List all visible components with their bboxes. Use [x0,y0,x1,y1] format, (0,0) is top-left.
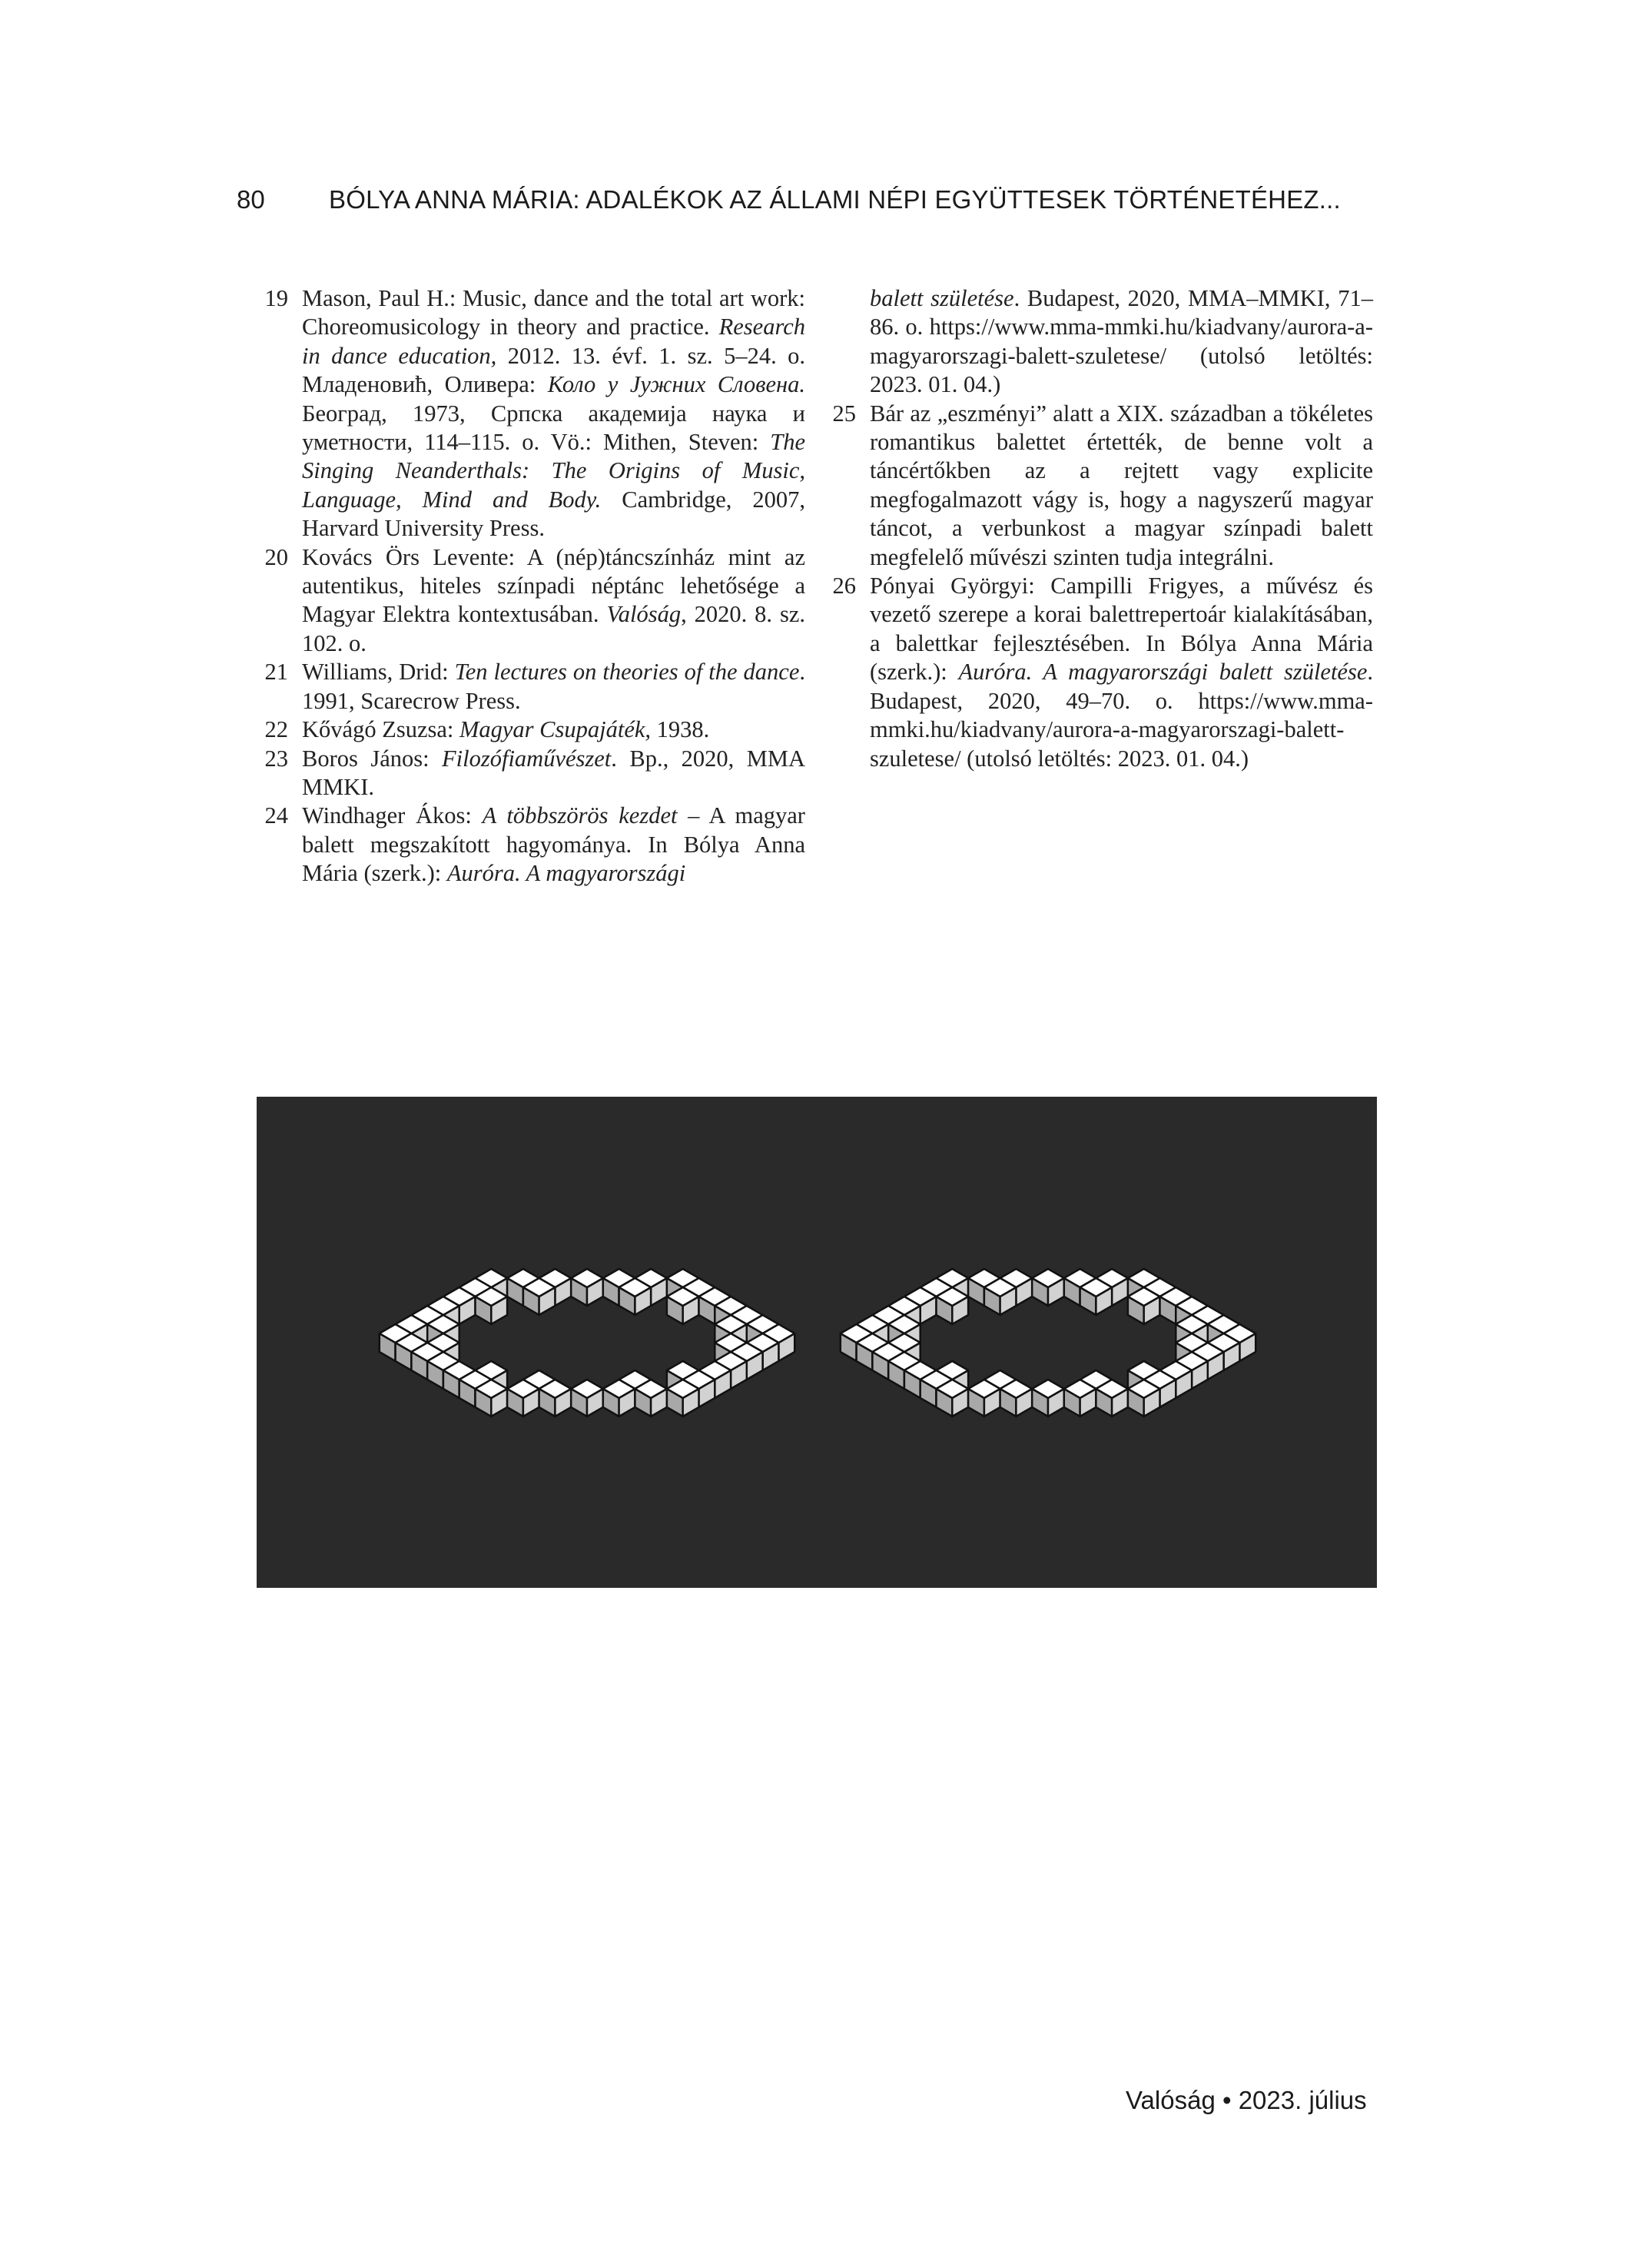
footnote-text: Boros János: [302,745,443,772]
footnote-text: . Bp., 2020, MMA MMKI. [302,745,805,800]
footnote-italic-text: Auróra. A magyarországi balett születése [958,659,1368,686]
footnote-number: 25 [832,400,856,427]
footnote [264,716,805,744]
footnote-text: Williams, Drid: [302,659,455,686]
footnote-italic-text: Filozófiaművészet [442,745,612,772]
footnote-text: 2012. 13. évf. 1. sz. 5–24. o. Младеновић, Оливера: [302,342,805,398]
footnote-text: 1938. [651,716,710,743]
footnote-text: Windhager Ákos: [302,802,483,829]
footnote-text: – A magyar balett megszakított hagyománya. In Bólya Anna Mária (szerk.): [302,802,805,887]
footnote-text: . Budapest, 2020, MMA–MMKI, 71–86. o. https://www.mma-mmki.hu/kiadvany/aurora-a-magyarorszagi-balett-szuletese/ (utolsó letöltés: 2023. 01. 04.) [870,285,1373,398]
footnote [264,745,805,802]
footnote [264,284,805,543]
journal-footer: Valóság • 2023. július [1126,2086,1367,2114]
footnote [832,400,1373,572]
artwork-canvas [257,1097,1377,1588]
footnote-number: 21 [264,659,288,686]
footnote-number: 19 [264,285,288,311]
footnote [264,658,805,716]
footnote-text: Cambridge, 2007, Harvard University Press. [302,486,805,542]
page-number: 80 [237,185,265,214]
footnote-text: Београд, 1973, Српска академија наука и уметности, 114–115. o. Vö.: Mithen, Steven: [302,400,805,456]
footnote [832,572,1373,773]
footnote-text: , 2020. 8. sz. 102. o. [302,601,805,656]
footnote-text: . 1991, Scarecrow Press. [302,659,805,714]
footnote-text: Kovács Örs Levente: A (nép)táncszínház mint az autentikus, hiteles színpadi néptánc lehetősége a Magyar Elektra kontextusában. [302,543,805,628]
footnote-number: 26 [832,573,856,599]
footnote-number: 24 [264,802,288,829]
footnote-italic-text: A többszörös kezdet [482,802,678,829]
footnote [264,802,805,888]
footnote-number: 20 [264,543,288,570]
footnotes-right-column [832,284,1373,773]
footnote-italic-text: Research in dance education, [302,314,805,369]
footnote-italic-text: balett születése [870,285,1014,311]
footnote-number: 23 [264,745,288,772]
footnote-italic-text: Auróra. A magyarországi [446,860,686,887]
impossible-geometry-artwork [257,1097,1377,1588]
footnote-italic-text: Magyar Csupajáték, [459,716,652,743]
footnote-italic-text: Коло у Јужних Словена. [547,371,805,398]
footnote-text: Pónyai Györgyi: Campilli Frigyes, a művész és vezető szerepe a korai balettrepertoár kialakításában, a balettkar fejlesztésében. In Bólya Anna Mária (szerk.): [870,573,1373,686]
footnote-text: Mason, Paul H.: Music, dance and the total art work: Choreomusicology in theory and practice. [302,285,805,340]
footnote [264,543,805,659]
running-title: BÓLYA ANNA MÁRIA: ADALÉKOK AZ ÁLLAMI NÉPI EGYÜTTESEK TÖRTÉNETÉHEZ... [329,185,1341,214]
footnote-italic-text: Valóság [606,601,682,628]
footnote-number: 22 [264,716,288,743]
footnote-text: Kővágó Zsuzsa: [302,716,459,743]
footnotes-left-column [264,284,805,888]
footnote-italic-text: Ten lectures on theories of the dance [454,659,800,686]
footnote-text: Bár az „eszményi” alatt a XIX. században a tökéletes romantikus balettet értették, de benne volt a táncértőkben az a rejtett vagy explicite megfogalmazott vágy is, hogy a nagyszerű magyar táncot, a verbunkost a magyar színpadi balett megfelelő művészi szinten tudja integrálni. [870,400,1373,570]
footnote-text: . Budapest, 2020, 49–70. o. https://www.mma-mmki.hu/kiadvany/aurora-a-magyarorszagi-balett-szuletese/ (utolsó letöltés: 2023. 01. 04.) [870,659,1373,772]
footnote-italic-text: The Singing Neanderthals: The Origins of Music, Language, Mind and Body. [302,429,805,513]
footnote [870,284,1373,400]
